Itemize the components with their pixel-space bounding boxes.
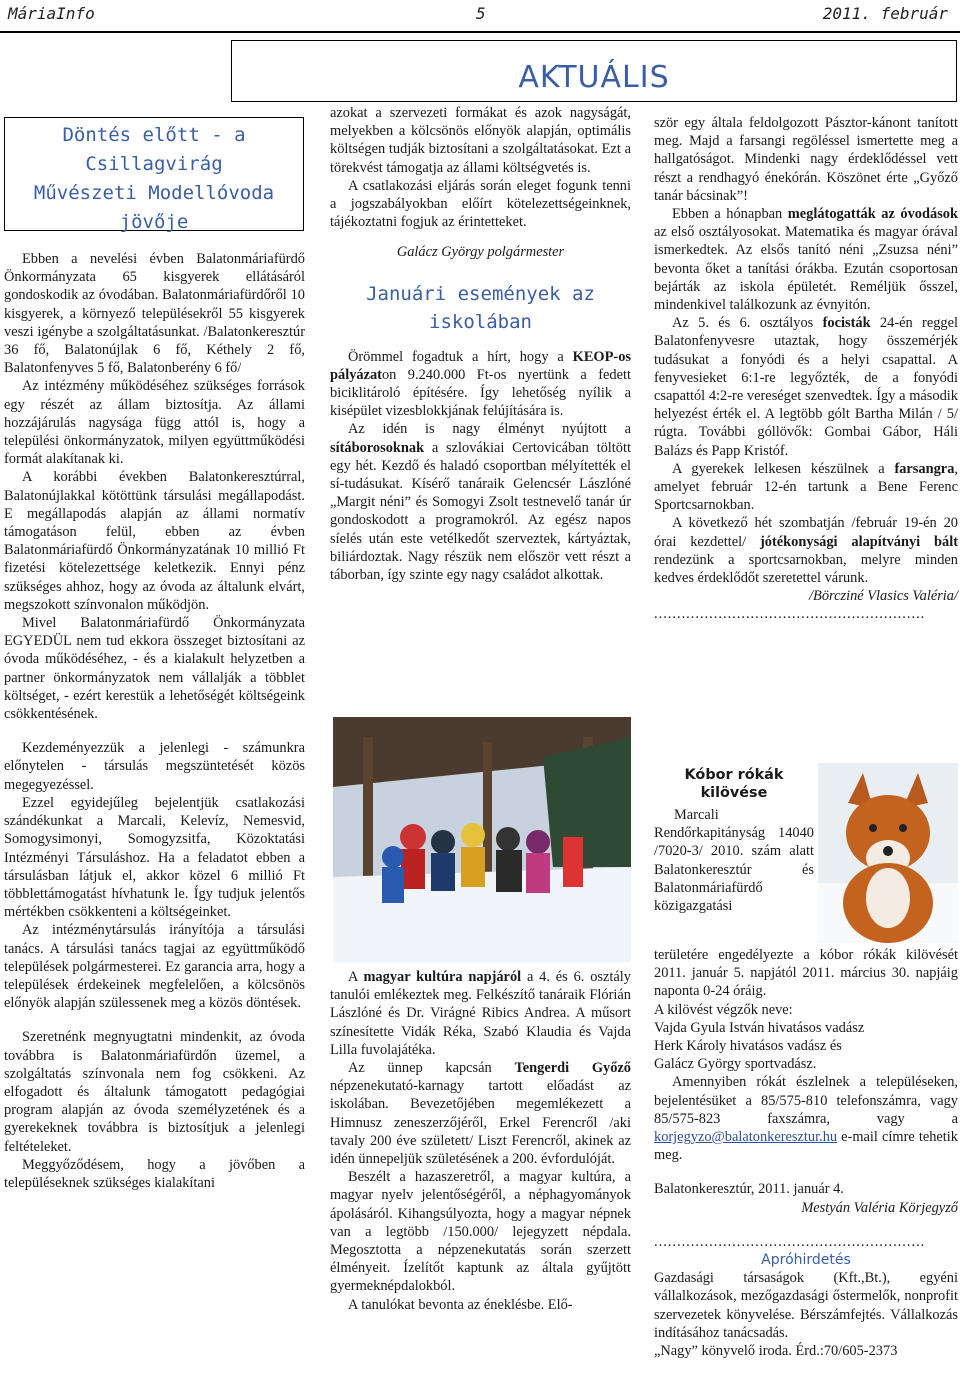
paragraph: A magyar kultúra napjáról a 4. és 6. osztály tanulói emlékeztek meg. Felkészítő tanáraik Flórián Lászlóné és Dr. Virágné Ribics Andrea. A műsort színesítette Vidák Réka, Szabó Klaudia és Vajda Lilla fuvolajátéka. bbox=[330, 969, 631, 1058]
article-title-line: Döntés előtt - a Csillagvirág bbox=[62, 124, 246, 175]
column-3 bbox=[654, 114, 958, 624]
fox-notice bbox=[654, 766, 814, 915]
issue-date: 2011. február bbox=[822, 4, 948, 23]
signature: /Börcziné Vlasics Valéria/ bbox=[809, 588, 958, 605]
article-title-line: Januári események az bbox=[366, 282, 595, 305]
paragraph: A csatlakozási eljárás során eleget fogunk tenni a jogszabályokban előírt kötelezettségeinknek, tájékoztatni fogjuk az érintetteket. bbox=[330, 177, 631, 231]
page-number: 5 bbox=[476, 4, 486, 23]
divider-dots: ........................................................... bbox=[654, 606, 926, 623]
paragraph: Gazdasági társaságok (Kft.,Bt.), egyéni vállalkozások, mezőgazdasági őstermelők, nonprofit szervezetek könyvelése. Bérszámfejtés. Vállalkozás indításához tanácsadás. bbox=[654, 1270, 958, 1341]
paragraph: ször egy általa feldolgozott Pásztor-kánont tanított meg. Majd a farsangi regöléssel ismertette meg a hallgatóságot. Mindenki nagy érdeklődéssel vett részt a rendhagyó énekórán. Köszönet érte „Győző tanár bácsinak”! bbox=[654, 115, 958, 204]
paragraph: A következő hét szombatján /február 19-én 20 órai kezdettel/ jótékonysági alapítványi bált rendezünk a sportcsarnokban, melyre minden kedves érdeklődőt szeretettel várunk. bbox=[654, 515, 958, 587]
paragraph: területére engedélyezte a kóbor rókák kilövését 2011. január 5. napjától 2011. március 30. napjáig naponta 0-24 óráig. bbox=[654, 947, 958, 1000]
paragraph: Ezzel egyidejűleg bejelentjük csatlakozási szándékunkat a Marcali, Kelevíz, Nemesvid, Somogysimonyi, Somogyzsitfa, Közoktatási Intézményi Társuláshoz. Ha a feladatot ebben a társulásban látjuk el, akkor közel 6 millió Ft többlettámogatást hívhatunk le. Így tudjuk jelentős mértékben csökkenteni a költségeinket. bbox=[4, 794, 305, 921]
paragraph: Az intézménytársulás irányítója a társulási tanács. A társulási tanács tagjai az együttműködő települések polgármesterei. Ez garancia arra, hogy a települések érdekeinek megfelelően, a kölcsönös előnyök alapján szülessenek meg a közös döntések. bbox=[4, 922, 305, 1012]
article-title bbox=[330, 280, 631, 336]
column-3-lower bbox=[654, 946, 958, 1360]
article-title-line: jövője bbox=[119, 211, 189, 233]
line: Vajda Gyula István hivatásos vadász bbox=[654, 1019, 865, 1036]
section-title: AKTUÁLIS bbox=[518, 60, 670, 95]
divider-dots: ........................................................... bbox=[654, 1233, 926, 1250]
fox-notice-title bbox=[654, 766, 814, 802]
line: A kilövést végzők neve: bbox=[654, 1001, 793, 1018]
column-1 bbox=[4, 250, 305, 1192]
publication-name: MáriaInfo bbox=[8, 4, 95, 23]
paragraph: Amennyiben rókát észlelnek a településeken, bejelentésüket a 85/575-810 telefonszámra, vagy 85/575-823 faxszámra, vagy a korjegyzo@balatonkeresztur.hu e-mail címre tehetik meg. bbox=[654, 1074, 958, 1164]
paragraph: A gyerekek lelkesen készülnek a farsangra, amelyet február 12-én tartunk a Bene Ferenc Sportcsarnokban. bbox=[654, 460, 958, 514]
paragraph: A tanulókat bevonta az éneklésbe. Elő- bbox=[348, 1296, 573, 1313]
paragraph: Beszélt a hazaszeretről, a magyar kultúra, a magyar nyelv jelentőségéről, a néphagyományok ápolásáról. Kihangsúlyozta, hogy a magyar népnek van a legtöbb /150.000/ lejegyzett népdala. Megosztotta a népzenekutatás során szerzett élményeit. Ízelítőt kaptunk az általa gyűjtött gyermeknépdalokból. bbox=[330, 1169, 631, 1295]
ski-camp-photo bbox=[333, 717, 631, 962]
paragraph: Szeretnénk megnyugtatni mindenkit, az óvoda továbbra is Balatonmáriafürdőn üzemel, a szolgáltatás színvonala nem fog csökkeni. Az elfogadott és általunk támogatott pedagógiai program alapján az óvoda személyzetének és a gyerekeknek továbbra is biztosítjuk a jelenlegi feltételeket. bbox=[4, 1029, 305, 1155]
paragraph: Ebben a nevelési évben Balatonmáriafürdő Önkormányzata 65 kisgyerek ellátásáról gondoskodik az óvodában. Balatonmáriafürdőről 10 kisgyerek, a környező településekről 55 kisgyerek veszi igénybe a szolgáltatásunkat. /Balatonkeresztúr 36 fő, Balatonújlak 6 fő, Kéthely 2 fő, Balatonfenyves 5 fő, Balatonberény 6 fő/ bbox=[4, 251, 305, 377]
fox-photo bbox=[818, 763, 958, 943]
line: Herk Károly hivatásos vadász és bbox=[654, 1038, 842, 1055]
paragraph: Az intézmény működéséhez szükséges források egy részét az állam biztosítja. Az állami hozzájárulás nagysága függ attól is, hogy a települési önkormányzatok, milyen együttműködési formát alakítanak ki. bbox=[4, 378, 305, 468]
article-title-box bbox=[4, 117, 304, 231]
paragraph: Ebben a hónapban meglátogatták az óvodások az első osztályosokat. Matematika és magyar órával ismerkedtek. Az elsős tanító néni „Zsuzsa néni” bevonta őket a tanítási órákba. Ezután csoportosan bejárták az iskola épületét. Reméljük ősszel, mindenkivel találkozunk az évnyitón. bbox=[654, 206, 958, 314]
paragraph: Az 5. és 6. osztályos focisták 24-én reggel Balatonfenyvesre utaztak, hogy összemérjék tudásukat a fonyódi és a helyi csapattal. A fenyvesieket 6:1-re legyőzték, de a fonyódi csapattól 4:2-re vereséget szenvedtek. Így a második helyezést érték el. A legtöbb gólt Bartha Milán / 5/ rúgta. További góllövők: Gombai Gábor, Háli Balázs és Papp Kristóf. bbox=[654, 315, 958, 459]
paragraph: Meggyőződésem, hogy a jövőben a településeknek szükséges kialakítani bbox=[4, 1156, 305, 1191]
page-header bbox=[0, 0, 960, 34]
email-link[interactable]: korjegyzo@balatonkeresztur.hu bbox=[654, 1129, 838, 1146]
article-title-line: iskolában bbox=[429, 310, 532, 333]
classifieds-title: Apróhirdetés bbox=[761, 1252, 851, 1269]
signature: Galácz György polgármester bbox=[396, 244, 565, 261]
line: Galácz György sportvadász. bbox=[654, 1056, 817, 1073]
paragraph: „Nagy” könyvelő iroda. Érd.:70/605-2373 bbox=[654, 1343, 898, 1360]
title-line: Kóbor rókák bbox=[684, 767, 784, 783]
title-line: kilövése bbox=[700, 785, 768, 801]
article-title-line: Művészeti Modellóvoda bbox=[33, 182, 275, 204]
paragraph: Az idén is nagy élményt nyújtott a sítáborosoknak a szlovákiai Certovicában töltött egy hét. Kezdő és haladó csoportban mélyítették el sí-tudásukat. Kísérő tanáraik Gelencsér Lászlóné „Margit néni” és Somogyi Zsolt testnevelő tanár úr gondoskodott a programokról. Az egész napos síelés után este vetélkedőt szerveztek, kártyáztak, biliárdoztak. Nagy részük nem először vett részt a táborban, így szinte egy nagy családot alkottak. bbox=[330, 421, 631, 584]
date: Balatonkeresztúr, 2011. január 4. bbox=[654, 1181, 844, 1198]
paragraph: Marcali Rendőrkapitányság 14040 /7020-3/ 2010. szám alatt Balatonkeresztúr és Balatonmáriafürdő közigazgatási bbox=[654, 807, 814, 915]
paragraph: azokat a szervezeti formákat és azok nagyságát, melyekben a kölcsönös előnyök alapján, optimális költségen tudják biztosítani a szolgáltatásokat. Ezt a törekvést támogatja az állami költségvetés is. bbox=[330, 105, 631, 176]
paragraph: Mivel Balatonmáriafürdő Önkormányzata EGYEDÜL nem tud ekkora összeget biztosítani az óvoda működéséhez, - és a kialakult helyzetben a partner önkormányzatok nem vállalják a többlet költséget, - ezért kerestük a lehetőségét költségeink csökkentésének. bbox=[4, 615, 305, 723]
paragraph: Kezdeményezzük a jelenlegi - számunkra előnytelen - társulás megszüntetését közös megegyezéssel. bbox=[4, 740, 305, 793]
paragraph: A korábbi években Balatonkeresztúrral, Balatonújlakkal kötöttünk társulási megállapodást. E megállapodás alapján az állami normatív támogatáson felül, ebben az évben Balatonmáriafürdő Önkormányzatának 10 millió Ft fizetési kötelezettsége keletkezik. Ennyi pénz szükséges ahhoz, hogy az óvoda az általunk elvárt, megszokott színvonalon működjön. bbox=[4, 469, 305, 613]
header-rule bbox=[0, 31, 960, 33]
paragraph: Az ünnep kapcsán Tengerdi Győző népzenekutató-karnagy tartott előadást az iskolában. Bevezetőjében megemlékezett a Himnusz zeneszerzőjéről, Erkel Ferencről /aki tavaly 200 éve született/ Liszt Ferencről, akinek az idén ünnepeljük születésének a 200. évfordulóját. bbox=[330, 1060, 631, 1168]
column-2 bbox=[330, 104, 631, 584]
paragraph: Örömmel fogadtuk a hírt, hogy a KEOP-os pályázaton 9.240.000 Ft-os nyertünk a fedett biciklitároló építésére. Így lehetőség nyílik a kisépület vizesblokkjának felújítására is. bbox=[330, 348, 631, 420]
signature: Mestyán Valéria Körjegyző bbox=[801, 1199, 958, 1216]
column-2-lower bbox=[330, 968, 631, 1314]
